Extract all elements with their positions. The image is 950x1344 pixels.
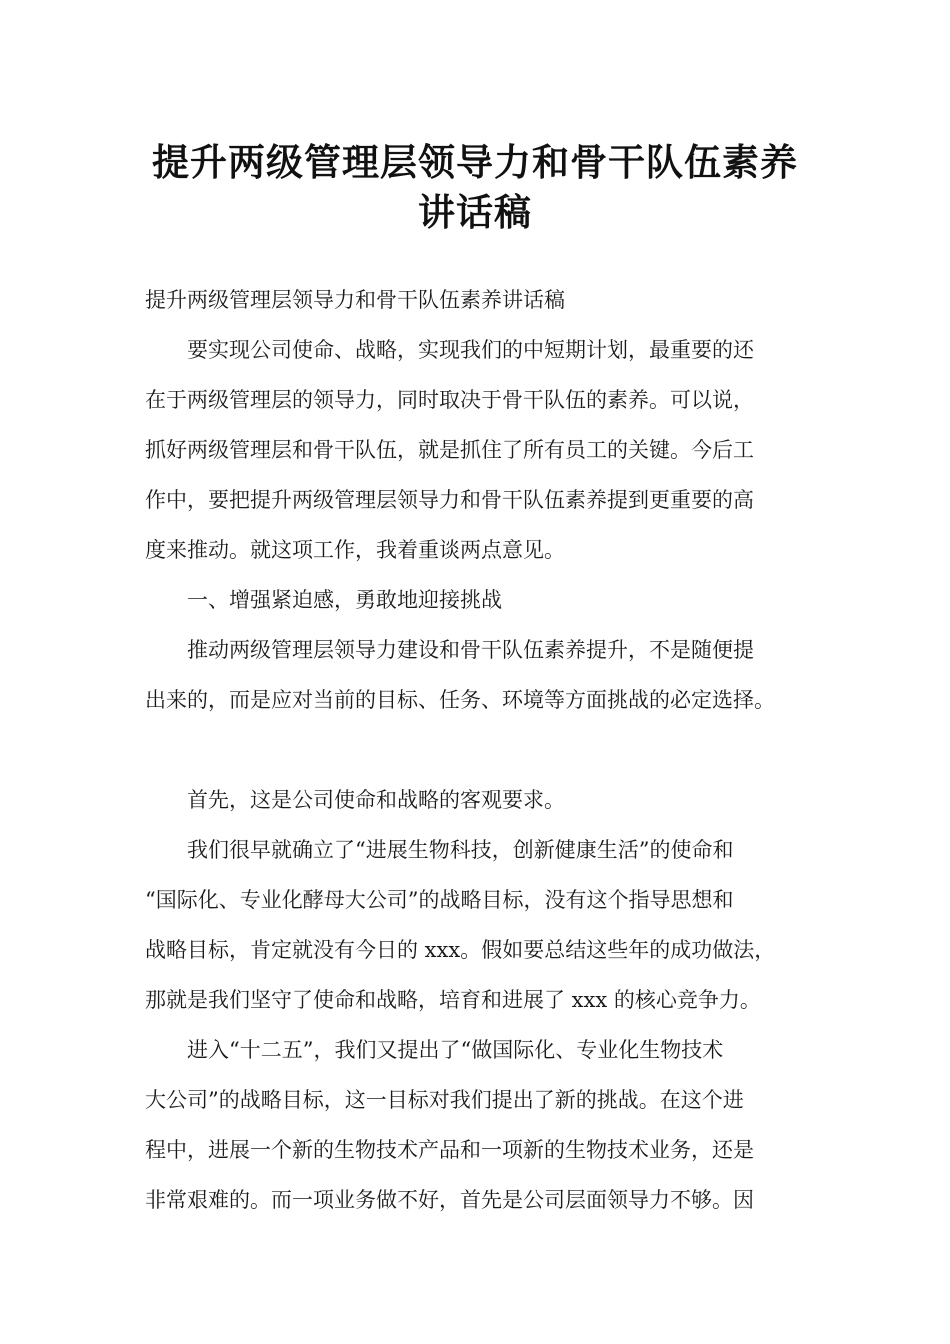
subtitle-line: 提升两级管理层领导力和骨干队伍素养讲话稿: [145, 288, 565, 312]
body-text-line: 进入“十二五”，我们又提出了“做国际化、专业化生物技术: [145, 1038, 724, 1062]
body-text-line: 抓好两级管理层和骨干队伍，就是抓住了所有员工的关键。今后工: [145, 438, 754, 462]
body-text-line: 推动两级管理层领导力建设和骨干队伍素养提升，不是随便提: [145, 638, 754, 662]
body-text-line: 作中，要把提升两级管理层领导力和骨干队伍素养提到更重要的高: [145, 488, 754, 512]
document-title-line-2: 讲话稿: [418, 191, 532, 234]
document-title-line-1: 提升两级管理层领导力和骨干队伍素养: [152, 141, 798, 184]
body-text-line: 战略目标，肯定就没有今日的 xxx。假如要总结这些年的成功做法，: [145, 938, 776, 962]
body-text-line: 在于两级管理层的领导力，同时取决于骨干队伍的素养。可以说，: [145, 388, 754, 412]
body-text-line: 度来推动。就这项工作，我着重谈两点意见。: [145, 538, 565, 562]
body-text-line: 程中，进展一个新的生物技术产品和一项新的生物技术业务，还是: [145, 1138, 754, 1162]
body-text-line: 出来的，而是应对当前的目标、任务、环境等方面挑战的必定选择。: [145, 688, 775, 712]
body-text-line: 那就是我们坚守了使命和战略，培育和进展了 xxx 的核心竞争力。: [145, 988, 761, 1012]
body-text-line: 首先，这是公司使命和战略的客观要求。: [145, 788, 565, 812]
body-text-line: “国际化、专业化酵母大公司”的战略目标，没有这个指导思想和: [145, 888, 734, 912]
body-text-line: 要实现公司使命、战略，实现我们的中短期计划，最重要的还: [145, 338, 754, 362]
body-text-line: 大公司”的战略目标，这一目标对我们提出了新的挑战。在这个进: [145, 1088, 744, 1112]
body-text-line: 我们很早就确立了“进展生物科技，创新健康生活”的使命和: [145, 838, 734, 862]
section-heading: 一、增强紧迫感，勇敢地迎接挑战: [145, 588, 502, 612]
body-text-line: 非常艰难的。而一项业务做不好，首先是公司层面领导力不够。因: [145, 1188, 754, 1212]
